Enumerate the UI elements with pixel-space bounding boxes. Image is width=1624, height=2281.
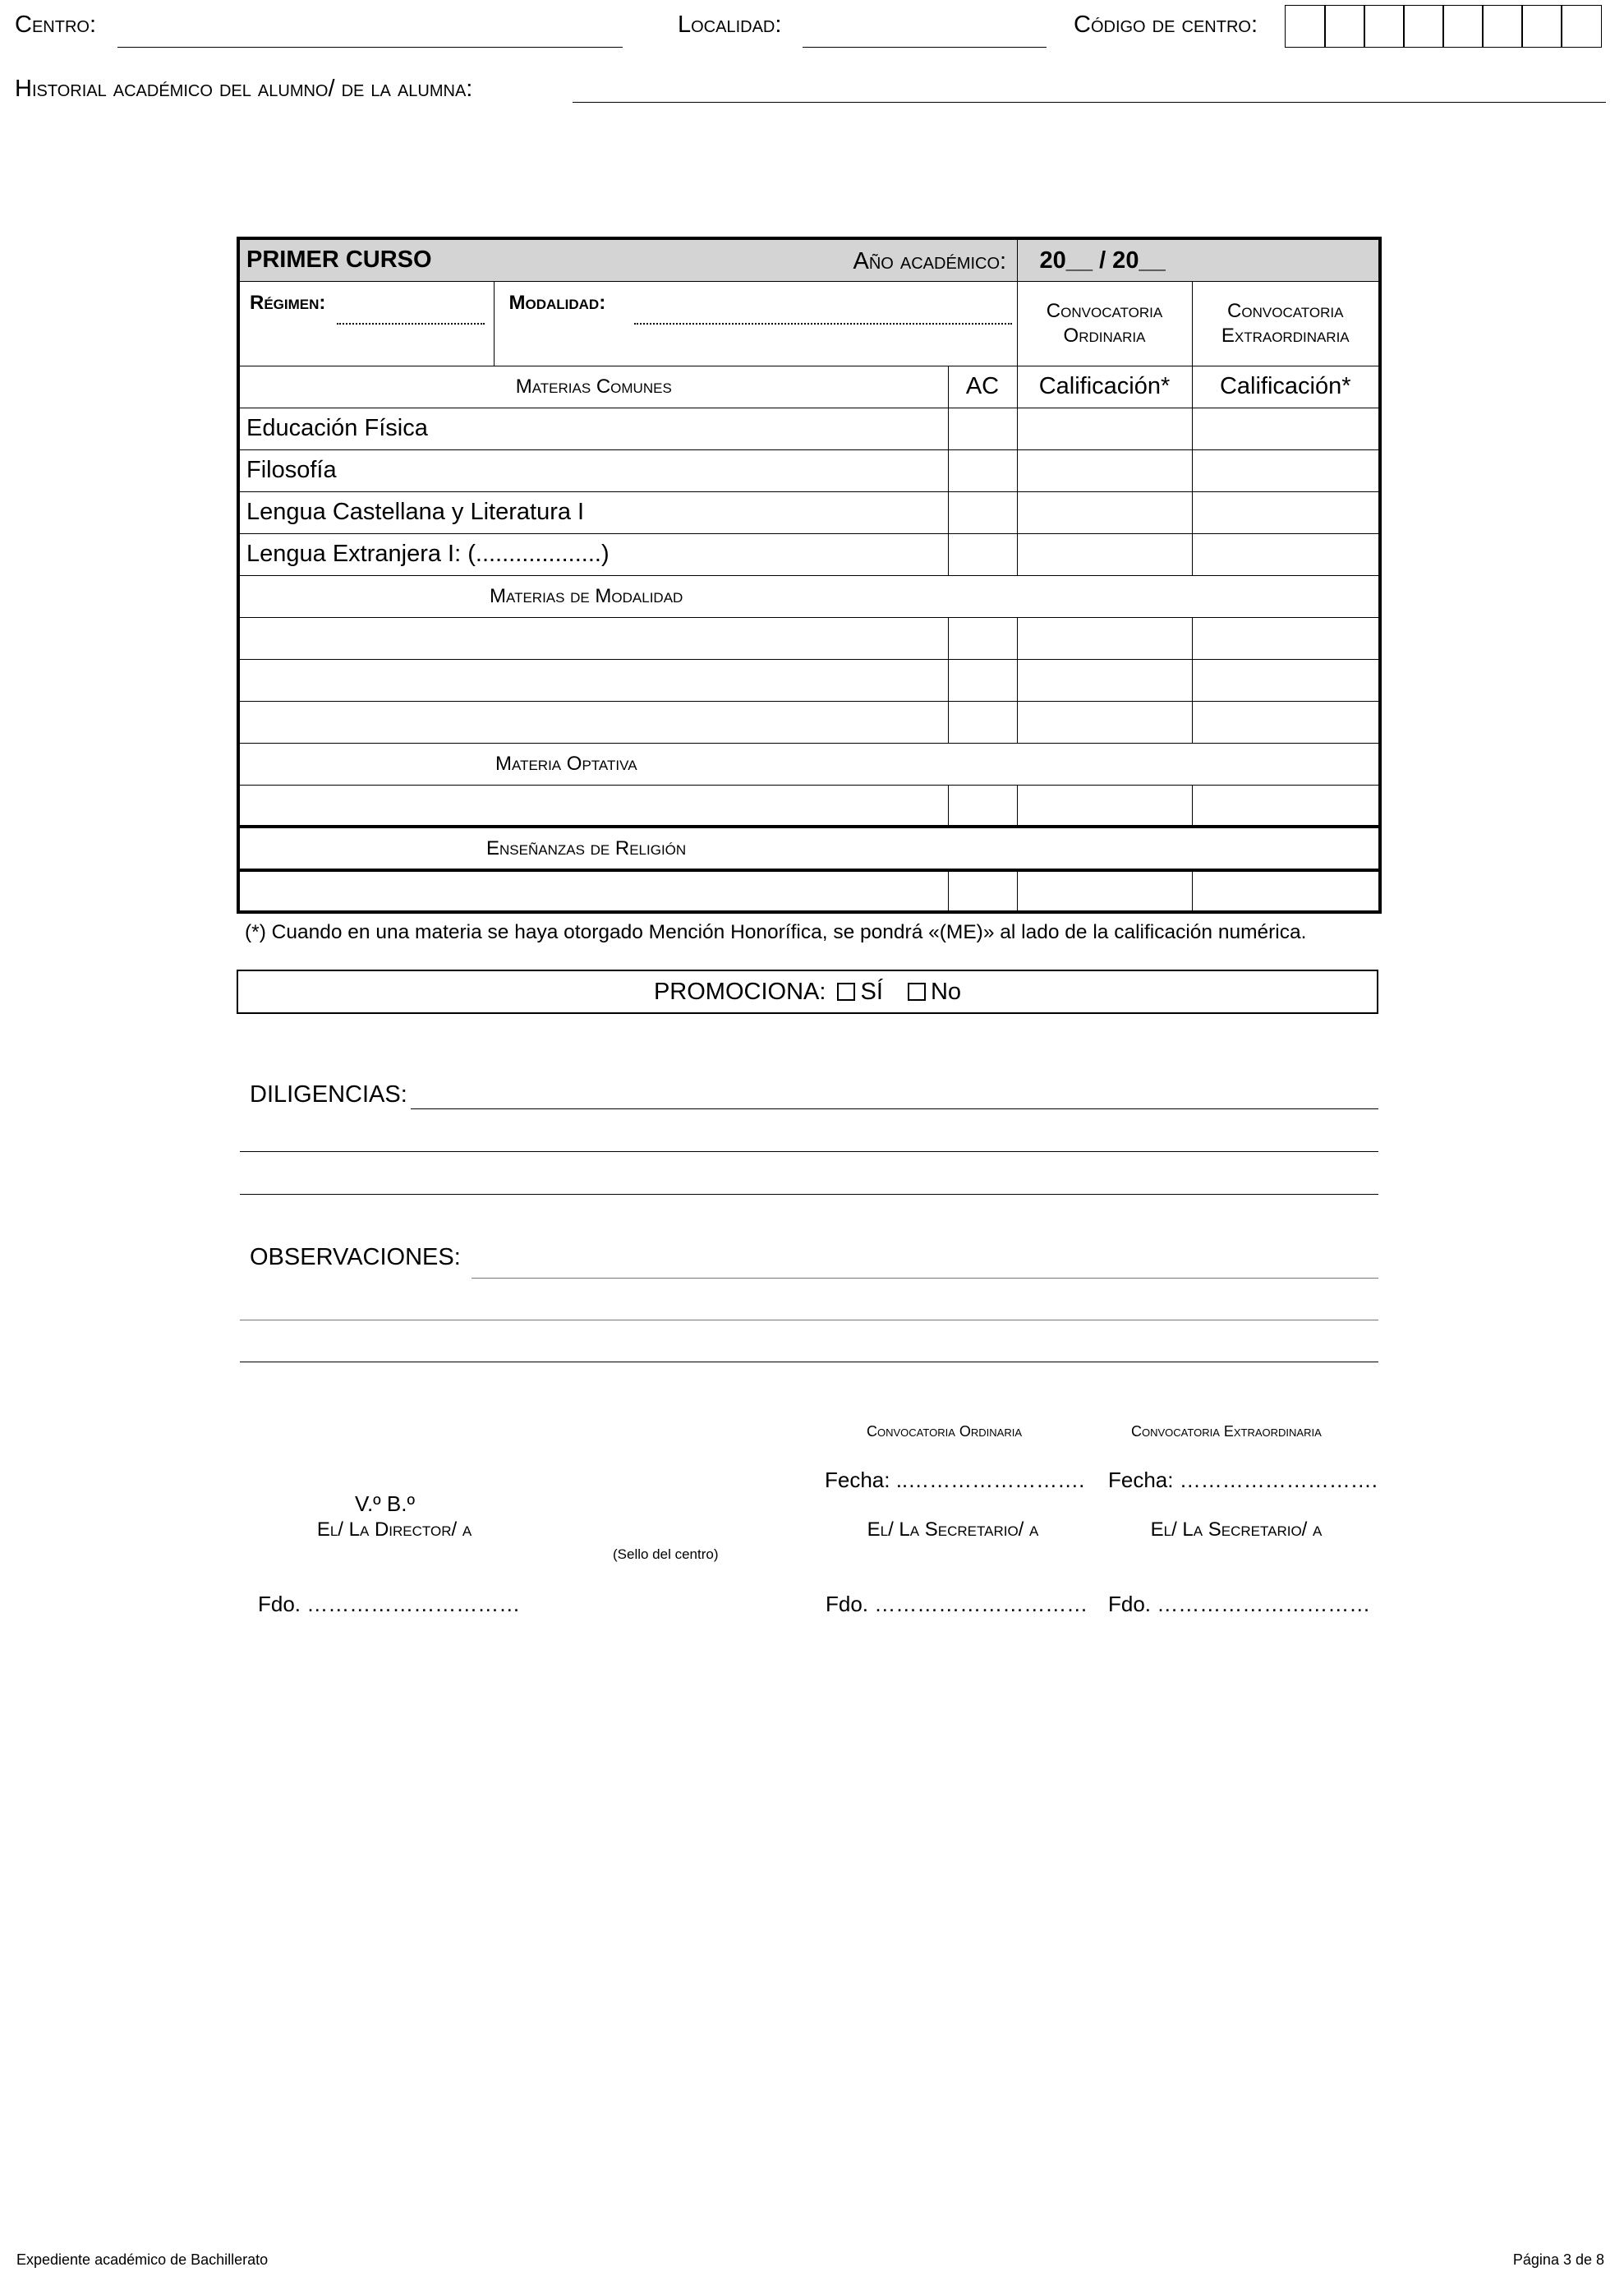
table-row bbox=[238, 449, 1380, 491]
materias-comunes-header: Materias Comunes bbox=[238, 366, 948, 408]
regimen-field[interactable] bbox=[337, 323, 485, 325]
ac-cell[interactable] bbox=[948, 533, 1017, 575]
centro-field[interactable] bbox=[117, 47, 623, 48]
grade-extraordinaria-cell[interactable] bbox=[1192, 701, 1380, 743]
observaciones-label: OBSERVACIONES: bbox=[250, 1244, 461, 1270]
code-box[interactable] bbox=[1364, 5, 1405, 48]
subject-name-field[interactable] bbox=[238, 617, 948, 659]
localidad-field[interactable] bbox=[803, 47, 1047, 48]
calificacion-extraordinaria-header: Calificación* bbox=[1192, 366, 1380, 408]
grade-ordinaria-cell[interactable] bbox=[1017, 617, 1192, 659]
table-row bbox=[238, 617, 1380, 659]
grade-ordinaria-cell[interactable] bbox=[1017, 491, 1192, 533]
table-row bbox=[238, 533, 1380, 575]
anio-academico bbox=[853, 238, 1380, 281]
grade-extraordinaria-cell[interactable] bbox=[1192, 785, 1380, 827]
materia-optativa-header: Materia Optativa bbox=[238, 743, 1380, 785]
conv-extraordinaria-header: Convocatoria Extraordinaria bbox=[1192, 281, 1380, 366]
centro-label: Centro: bbox=[15, 12, 96, 38]
ac-header: AC bbox=[948, 366, 1017, 408]
subject-name-field[interactable] bbox=[238, 659, 948, 701]
code-box[interactable] bbox=[1324, 5, 1365, 48]
grade-extraordinaria-cell[interactable] bbox=[1192, 449, 1380, 491]
anio-value: 20__ / 20__ bbox=[1039, 247, 1166, 274]
curso-title: PRIMER CURSO bbox=[238, 238, 1017, 281]
fecha-extraordinaria[interactable]: Fecha: ………………………. bbox=[1108, 1468, 1378, 1492]
grade-ordinaria-cell[interactable] bbox=[1017, 701, 1192, 743]
subject-name: Filosofía bbox=[238, 449, 948, 491]
grade-extraordinaria-cell[interactable] bbox=[1192, 617, 1380, 659]
grade-ordinaria-cell[interactable] bbox=[1017, 408, 1192, 449]
diligencias-field[interactable] bbox=[411, 1108, 1378, 1109]
fdo-secretario-extraordinaria[interactable]: Fdo. ………………………… bbox=[1108, 1592, 1371, 1616]
code-box[interactable] bbox=[1482, 5, 1523, 48]
regimen-label: Régimen: bbox=[250, 291, 326, 314]
subject-name: Lengua Extranjera I: (...................) bbox=[238, 533, 948, 575]
subject-name-field[interactable] bbox=[238, 870, 948, 912]
ensenanzas-religion-header: Enseñanzas de Religión bbox=[238, 827, 1380, 870]
diligencias-field[interactable] bbox=[240, 1151, 1378, 1152]
subject-name-field[interactable] bbox=[238, 701, 948, 743]
grade-ordinaria-cell[interactable] bbox=[1017, 533, 1192, 575]
code-box[interactable] bbox=[1521, 5, 1562, 48]
sig-conv-ordinaria: Convocatoria Ordinaria bbox=[867, 1423, 1022, 1440]
regimen-cell[interactable] bbox=[238, 281, 494, 366]
modalidad-label: Modalidad: bbox=[508, 291, 606, 314]
ac-cell[interactable] bbox=[948, 870, 1017, 912]
ac-cell[interactable] bbox=[948, 785, 1017, 827]
subject-name: Lengua Castellana y Literatura I bbox=[238, 491, 948, 533]
code-box[interactable] bbox=[1285, 5, 1326, 48]
historial-label: Historial académico del alumno/ de la alumna: bbox=[15, 76, 473, 102]
historial-field[interactable] bbox=[573, 102, 1606, 103]
modalidad-cell[interactable] bbox=[494, 281, 1017, 366]
fdo-director[interactable]: Fdo. ………………………… bbox=[258, 1592, 521, 1616]
secretario-extraordinaria-label: El/ La Secretario/ a bbox=[1150, 1518, 1323, 1541]
sig-conv-extraordinaria: Convocatoria Extraordinaria bbox=[1131, 1423, 1322, 1440]
grade-extraordinaria-cell[interactable] bbox=[1192, 870, 1380, 912]
grade-ordinaria-cell[interactable] bbox=[1017, 659, 1192, 701]
grade-ordinaria-cell[interactable] bbox=[1017, 449, 1192, 491]
observaciones-field[interactable] bbox=[472, 1278, 1378, 1279]
grade-ordinaria-cell[interactable] bbox=[1017, 785, 1192, 827]
table-row bbox=[238, 870, 1380, 912]
grades-table bbox=[237, 237, 1382, 914]
table-row bbox=[238, 491, 1380, 533]
diligencias-label: DILIGENCIAS: bbox=[250, 1081, 407, 1108]
ac-cell[interactable] bbox=[948, 408, 1017, 449]
grade-extraordinaria-cell[interactable] bbox=[1192, 408, 1380, 449]
codigo-centro-label: Código de centro: bbox=[1074, 12, 1258, 38]
promociona-label: PROMOCIONA: bbox=[653, 979, 826, 1005]
no-label: No bbox=[930, 979, 962, 1005]
code-box[interactable] bbox=[1442, 5, 1484, 48]
fecha-ordinaria[interactable]: Fecha: ..……………………. bbox=[825, 1468, 1085, 1492]
anio-label: Año académico: bbox=[853, 248, 1007, 274]
promociona-box bbox=[237, 970, 1378, 1014]
grade-extraordinaria-cell[interactable] bbox=[1192, 659, 1380, 701]
director-label: El/ La Director/ a bbox=[316, 1518, 472, 1541]
conv-ordinaria-header: Convocatoria Ordinaria bbox=[1017, 281, 1192, 366]
page-number: Página 3 de 8 bbox=[1512, 2251, 1604, 2268]
footnote: (*) Cuando en una materia se haya otorgado Mención Honorífica, se pondrá «(ME)» al lado de la calificación numérica. bbox=[245, 921, 1307, 943]
calificacion-ordinaria-header: Calificación* bbox=[1017, 366, 1192, 408]
materias-modalidad-header: Materias de Modalidad bbox=[238, 575, 1380, 617]
visto-bueno: V.º B.º bbox=[355, 1491, 415, 1516]
modalidad-field[interactable] bbox=[634, 323, 1012, 325]
si-label: SÍ bbox=[860, 979, 883, 1005]
subject-name-field[interactable] bbox=[238, 785, 948, 827]
grade-extraordinaria-cell[interactable] bbox=[1192, 491, 1380, 533]
ac-cell[interactable] bbox=[948, 449, 1017, 491]
code-box[interactable] bbox=[1561, 5, 1602, 48]
fdo-secretario-ordinaria[interactable]: Fdo. ………………………… bbox=[826, 1592, 1088, 1616]
table-row bbox=[238, 408, 1380, 449]
secretario-ordinaria-label: El/ La Secretario/ a bbox=[867, 1518, 1039, 1541]
ac-cell[interactable] bbox=[948, 491, 1017, 533]
ac-cell[interactable] bbox=[948, 659, 1017, 701]
no-checkbox[interactable] bbox=[908, 983, 926, 1001]
localidad-label: Localidad: bbox=[678, 12, 782, 38]
code-box[interactable] bbox=[1403, 5, 1444, 48]
diligencias-field[interactable] bbox=[240, 1194, 1378, 1195]
ac-cell[interactable] bbox=[948, 617, 1017, 659]
si-checkbox[interactable] bbox=[837, 983, 855, 1001]
sello-centro: (Sello del centro) bbox=[613, 1546, 719, 1562]
grade-extraordinaria-cell[interactable] bbox=[1192, 533, 1380, 575]
table-row bbox=[238, 785, 1380, 827]
ac-cell[interactable] bbox=[948, 701, 1017, 743]
table-row bbox=[238, 659, 1380, 701]
table-row bbox=[238, 701, 1380, 743]
footer-title: Expediente académico de Bachillerato bbox=[16, 2251, 269, 2268]
grade-ordinaria-cell[interactable] bbox=[1017, 870, 1192, 912]
subject-name: Educación Física bbox=[238, 408, 948, 449]
